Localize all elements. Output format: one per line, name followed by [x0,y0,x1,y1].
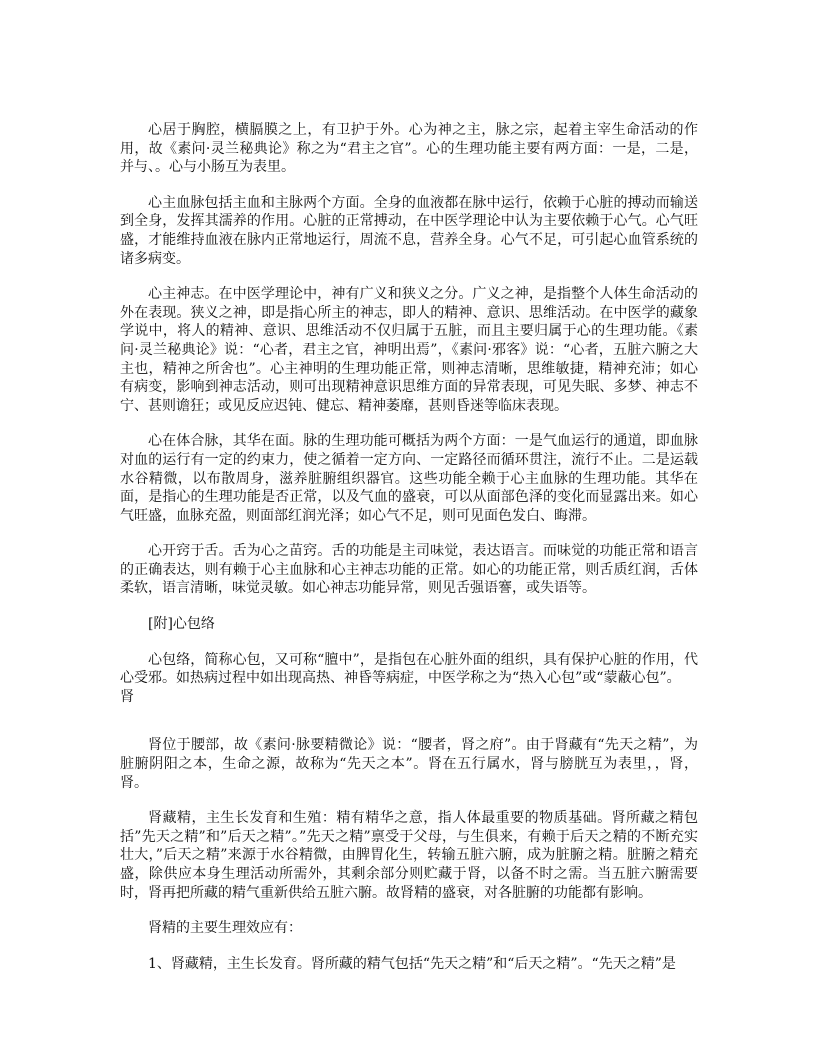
paragraph-kidney-essence: 肾藏精，主生长发育和生殖：精有精华之意，指人体最重要的物质基础。肾所藏之精包括”先天之精”和”后天之精”。”先天之精”禀受于父母，与生俱来，有赖于后天之精的不断充实壮大，”后天之精”来源于水谷精微，由脾胃化生，转输五脏六腑，成为脏腑之精。脏腑之精充盛，除供应本身生理活动所需外，其剩余部分则贮藏于肾，以备不时之需。当五脏六腑需要时，肾再把所藏的精气重新供给五脏六腑。故肾精的盛衰，对各脏腑的功能都有影响。 [120,810,698,901]
paragraph-heart-tongue: 心开窍于舌。舌为心之苗窍。舌的功能是主司味觉，表达语言。而味觉的功能正常和语言的正确表达，则有赖于心主血脉和心主神志功能的正常。如心的功能正常，则舌质红润，舌体柔软，语言清晰，味觉灵敏。如心神志功能异常，则见舌强语謇，或失语等。 [120,543,698,597]
paragraph-kidney-effect-1: 1、肾藏精，主生长发育。肾所藏的精气包括“先天之精”和“后天之精”。“先天之精”是 [148,955,676,972]
paragraph-kidney-location: 肾位于腰部，故《素问·脉要精微论》说：“腰者，肾之府”。由于肾藏有“先天之精”，为脏腑阴阳之本，生命之源，故称为“先天之本”。肾在五行属水，肾与膀胱互为表里，，肾，肾。 [120,737,698,791]
section-heading-pericardium: [附]心包络 [148,616,215,633]
paragraph-heart-blood-vessels: 心主血脉包括主血和主脉两个方面。全身的血液都在脉中运行，依赖于心脏的搏动而输送到全身，发挥其濡养的作用。心脏的正常搏动，在中医学理论中认为主要依赖于心气。心气旺盛，才能维持血液在脉内正常地运行，周流不息，营养全身。心气不足，可引起心血管系统的诸多病变。 [120,194,698,267]
paragraph-kidney-effects-intro: 肾精的主要生理效应有： [148,920,302,937]
paragraph-heart-location: 心居于胸腔，横膈膜之上，有卫护于外。心为神之主，脉之宗，起着主宰生命活动的作用，故《素问·灵兰秘典论》称之为“君主之官”。心的生理功能主要有两方面：一是，二是，并与、。心与小肠互为表里。 [120,122,698,176]
paragraph-pericardium: 心包络，简称心包，又可称“膻中”，是指包在心脏外面的组织，具有保护心脏的作用，代心受邪。如热病过程中如出现高热、神昏等病症，中医学称之为“热入心包”或“蒙蔽心包”。 [120,651,698,687]
document-page [120,121,698,990]
paragraph-heart-pulse-face: 心在体合脉，其华在面。脉的生理功能可概括为两个方面：一是气血运行的通道，即血脉对血的运行有一定的约束力，使之循着一定方向、一定路径而循环贯注，流行不止。二是运载水谷精微，以布散周身，滋养脏腑组织器官。这些功能全赖于心主血脉的生理功能。其华在面，是指心的生理功能是否正常，以及气血的盛衰，可以从面部色泽的变化而显露出来。如心气旺盛，血脉充盈，则面部红润光泽；如心气不足，则可见面色发白、晦滞。 [120,433,698,524]
section-heading-kidney: 肾 [120,688,134,705]
paragraph-heart-spirit: 心主神志。在中医学理论中，神有广义和狭义之分。广义之神，是指整个人体生命活动的外在表现。狭义之神，即是指心所主的神志，即人的精神、意识、思维活动。在中医学的藏象学说中，将人的精神、意识、思维活动不仅归属于五脏，而且主要归属于心的生理功能。《素问·灵兰秘典论》说：“心者，君主之官，神明出焉”，《素问·邪客》说：“心者，五脏六腑之大主也，精神之所舍也”。心主神明的生理功能正常，则神志清晰，思维敏捷，精神充沛；如心有病变，影响到神志活动，则可出现精神意识思维方面的异常表现，可见失眠、多梦、神志不宁、甚则谵狂；或见反应迟钝、健忘、精神萎靡，甚则昏迷等临床表现。 [120,286,698,414]
